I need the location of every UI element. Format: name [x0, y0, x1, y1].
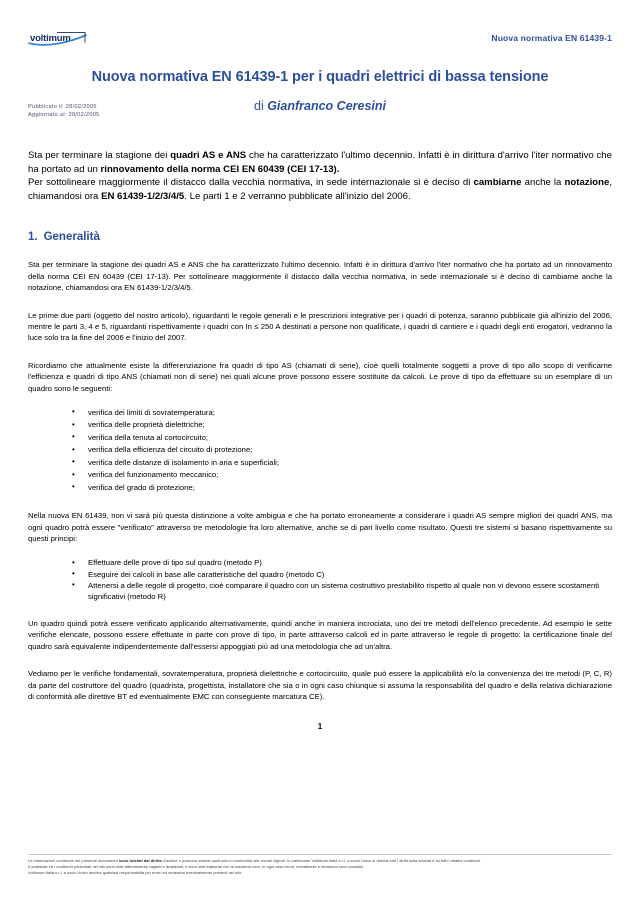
paragraph-4: Nella nuova EN 61439, non vi sarà più questa distinzione a volte ambigua e che ha portato erroneamente a considerare i quadri AS sempre migliori dei quadri ANS, ma ogni quadro potrà essere "verificato" attraverso tre metodologie fra loro alternative, anche se di pari livello come risultato. Questi tre sistemi si basano rispettivamente su questi principi:	[28, 511, 612, 544]
intro-paragraph-1	[28, 149, 612, 176]
footer-disclaimer	[28, 854, 612, 876]
intro-bold-rinnovamento: rinnovamento della norma CEI EN 60439 (CEI 17-13).	[100, 163, 340, 175]
section-heading-generalita	[28, 231, 612, 243]
page-number: 1	[317, 722, 323, 732]
footer-line-3: Voltimum Italia s.r.l. a socio Unico declina qualsiasi responsabilità per errori ed omissioni eventualmente presenti nel sito.	[28, 869, 243, 875]
updated-date: Aggiornato al: 28/02/2005	[28, 112, 100, 119]
intro2-text-g: . Le parti 1 e 2 verranno pubblicate all'inizio del 2006.	[184, 190, 411, 202]
voltimum-logo	[28, 30, 90, 47]
list-item: • Effettuare delle prove di tipo sul quadro (metodo P)	[72, 557, 612, 568]
list-item: • verifica delle proprietà dielettriche;	[72, 419, 612, 431]
published-date: Pubblicato il: 28/02/2005	[28, 104, 97, 110]
intro-text-a: Sta per terminare la stagione dei	[28, 150, 171, 161]
list-item: • verifica dei limiti di sovratemperatura;	[72, 407, 612, 419]
intro2-text-e: , chiamandosi ora	[28, 177, 612, 202]
section-title: Generalità	[43, 231, 100, 244]
paragraph-3: Ricordiamo che attualmente esiste la differenziazione fra quadri di tipo AS (chiamati di serie), cioè quelli totalmente soggetti a prove di tipo allo scopo di verificarne l'efficienza e quadri di tipo ANS (chiamati non di serie) nei quali alcune prove possono essere sostituite da calcoli. Le prove di tipo da effettuare su un esemplare di un quadro sono le seguenti:	[28, 360, 612, 393]
intro2-text-a: Per sottolineare maggiormente il distacco dalla vecchia normativa, in sede internazionale si è deciso di	[28, 177, 474, 189]
intro-paragraph-2	[28, 176, 612, 203]
author-byline	[28, 99, 612, 113]
intro2-bold-en: EN 61439-1/2/3/4/5	[101, 190, 185, 202]
intro-text-c: che ha caratterizzato l'ultimo decennio. Infatti è in dirittura d'arrivo l'iter normativo che ha portato ad un	[28, 150, 612, 175]
footer-text-c: d'autore e possono essere usati solo in conformità alle norme vigenti. In particolare Voltimum Italia s.r.l. a socio Unico si riserva tutti i diritti sulla scheda e su tutti i relativi contenuti.	[162, 857, 481, 863]
paragraph-2: Le prime due parti (oggetto del nostro articolo), riguardanti le regole generali e le prescrizioni integrative per i quadri di potenza, saranno pubblicate già all'inizio del 2006, mentre le parti 3, 4 e 5, riguardanti rispettivamente i quadri con In ≤ 250 A destinati a persone non qualificate, i quadri di cantiere e i quadri degli enti erogatori, vedranno la luce solo tra la fine del 2006 e l'inizio del 2007.	[28, 310, 612, 343]
footer-bold-copyright: sono tutelati dal diritto	[118, 857, 163, 863]
document-header	[28, 0, 612, 58]
list-item: • verifica del grado di protezione;	[72, 482, 612, 494]
intro-bold-quadri: quadri AS e ANS	[170, 150, 247, 161]
footer-text-a: Le informazioni contenute nel presente documento	[28, 857, 119, 863]
list-item: • Eseguire dei calcoli in base alle caratteristiche del quadro (metodo C)	[72, 569, 612, 580]
list-item: • verifica del funzionamento meccanico;	[72, 469, 612, 481]
subheader-row	[28, 99, 612, 129]
page-title: Nuova normativa EN 61439-1 per i quadri elettrici di bassa tensione	[91, 69, 549, 85]
intro2-text-c: anche la	[521, 177, 565, 189]
paragraph-6: Vediamo per le verifiche fondamentali, sovratemperatura, proprietà dielettriche e cortocircuito, quale può essere la applicabilità e/o la convenienza dei tre metodi (P, C, R) da parte del costruttore del quadro (quadrista, progettista, installatore che sia o in ogni caso chiunque si assuma la responsabilità del quadro e della relativa dichiarazione di conformità alle direttive BT ed eventualmente EMC con conseguente marcatura CE).	[28, 669, 612, 701]
footer-line-2: Il materiale ed i contenuti presentati nel sito sono stati attentamente vagliati e analizzati, e sono stati elaborati con la massima cura. In ogni caso errori, inesattezze e omissioni sono possibili.	[28, 863, 365, 869]
list-item: • Attenersi a delle regole di progetto, cioè comparare il quadro con un sistema costruttivo prestabilito rispetto al quale non vi devono essere scostamenti significativi (metodo R)	[72, 580, 612, 602]
methods-list	[28, 557, 612, 602]
intro2-bold-notazione: notazione	[564, 177, 610, 189]
paragraph-1: Sta per terminare la stagione dei quadri AS e ANS che ha caratterizzato l'ultimo decennio. Infatti è in dirittura d'arrivo l'iter normativo che ha portato ad un rinnovamento della norma CEI EN 60439 (CEI 17-13). Per sottolineare maggiormente il distacco dalla vecchia normativa, in sede internazionale si è deciso di cambiarne anche la notazione, chiamandosi ora EN 61439-1/2/3/4/5.	[28, 260, 612, 293]
author-name: Gianfranco Ceresini	[267, 99, 386, 113]
intro2-bold-cambiarne: cambiarne	[473, 177, 522, 189]
paragraph-5: Un quadro quindi potrà essere verificato applicando alternativamente, quindi anche in maniera incrociata, uno dei tre metodi dell'elenco precedente. Ad esempio le sette verifiche elencate, possono essere effettuate in parte con prove di tipo, in parte attraverso calcoli ed in parte attraverso le regole di progetto: la certificazione finale del quadro sarà equivalente indipendentemente dall'essersi appoggiati più ad una metodologia che ad un'altra.	[28, 619, 612, 651]
svg-text:voltimum: voltimum	[30, 33, 71, 44]
list-item: • verifica delle distanze di isolamento in aria e superficiali;	[72, 457, 612, 469]
list-item: • verifica della tenuta al cortocircuito;	[72, 432, 612, 444]
byline-prefix: di	[254, 99, 268, 113]
verification-tests-list	[28, 407, 612, 494]
list-item: • verifica della efficienza del circuito di protezione;	[72, 444, 612, 456]
section-number: 1.	[28, 231, 38, 244]
header-standard-label: Nuova normativa EN 61439-1	[491, 33, 612, 43]
